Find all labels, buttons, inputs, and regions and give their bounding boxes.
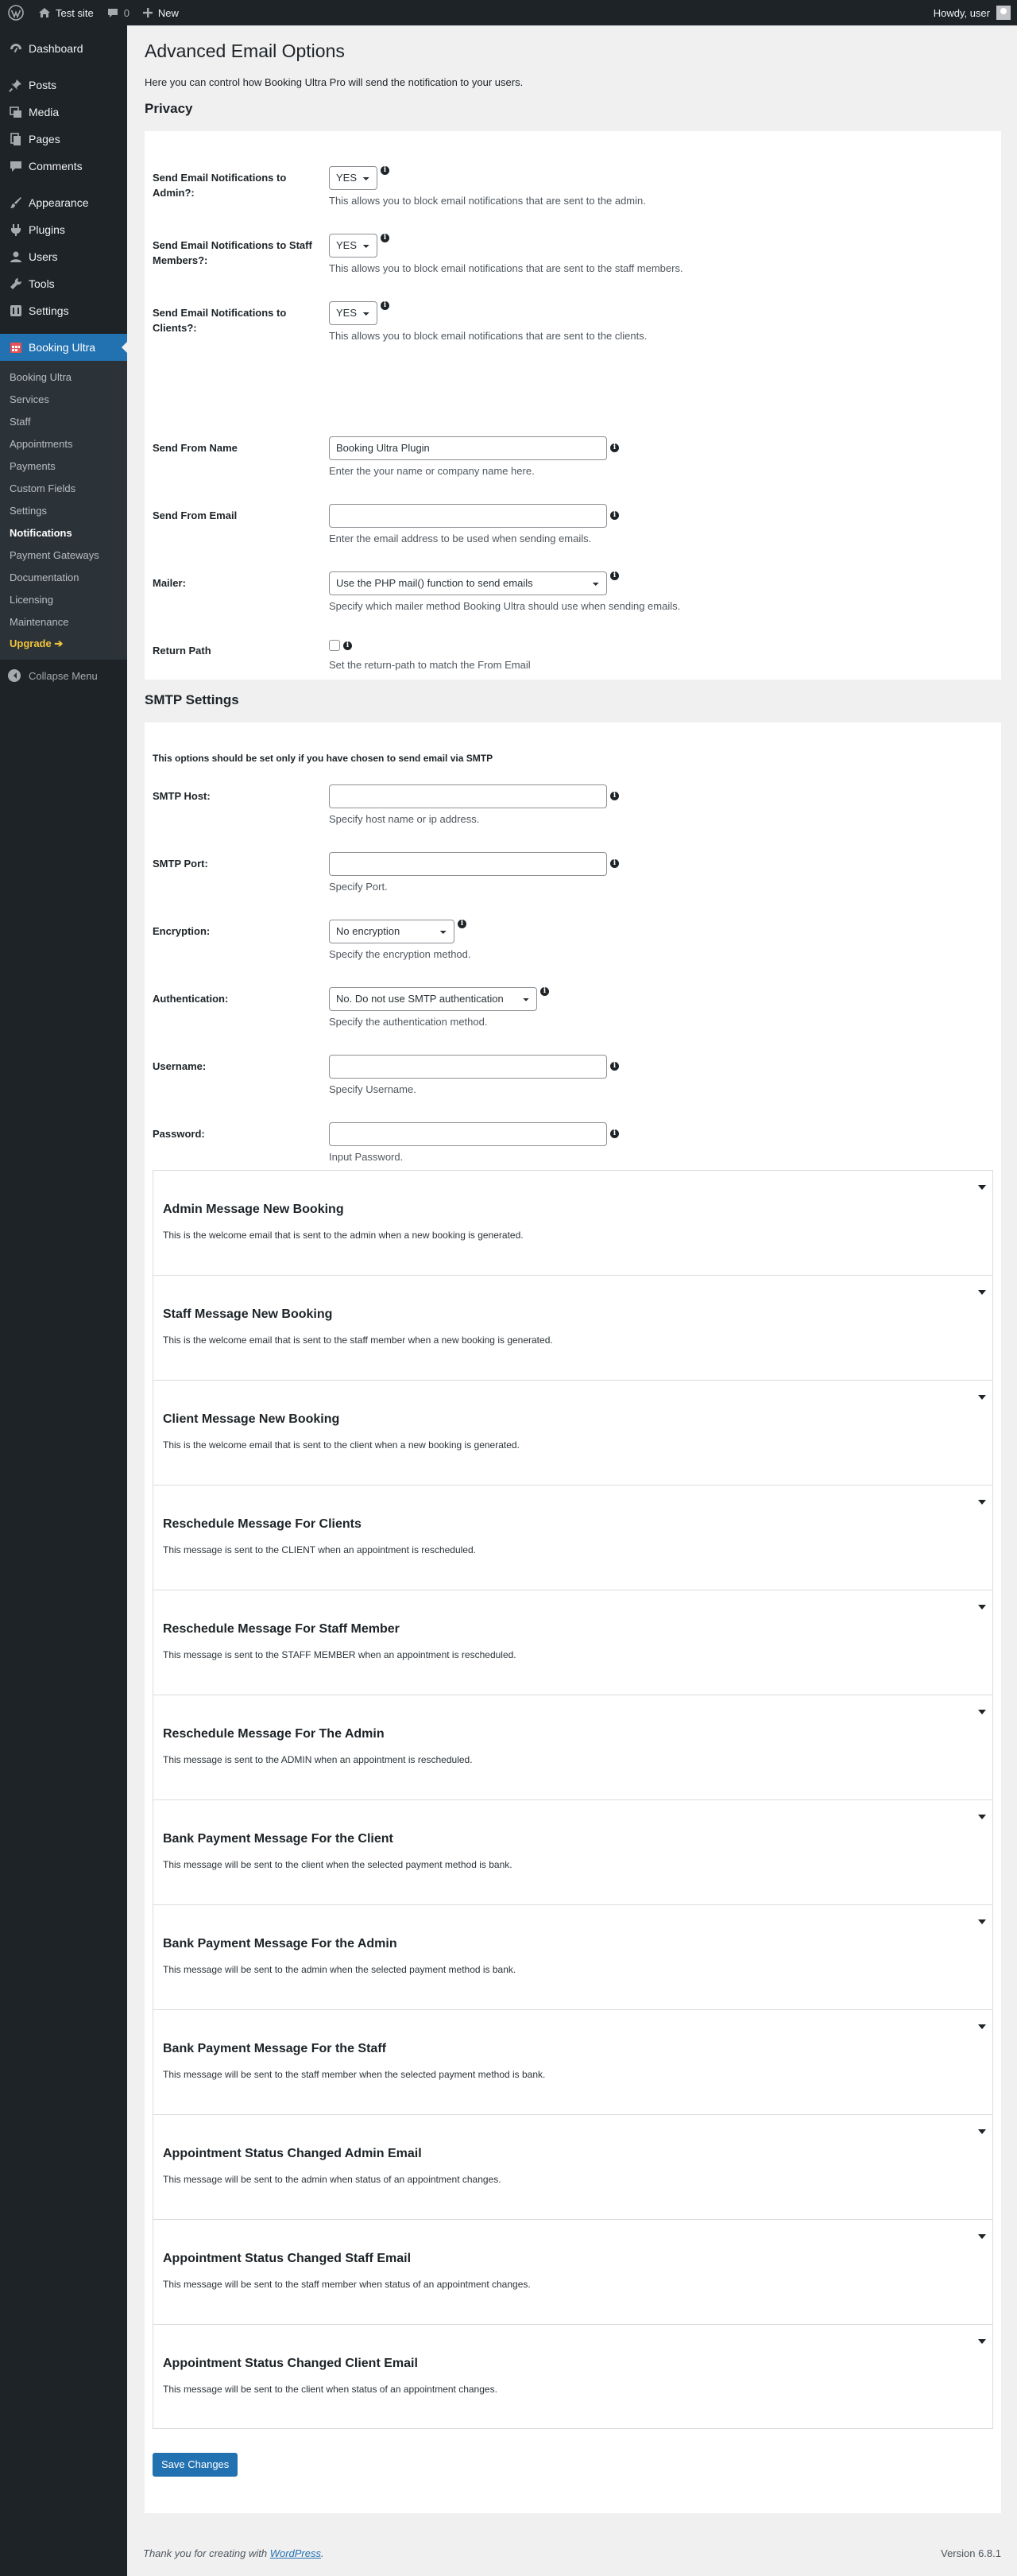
username-label: Username: (153, 1059, 207, 1072)
submenu-custom-fields[interactable]: Custom Fields (10, 482, 76, 494)
submenu-booking-ultra[interactable]: Booking Ultra (10, 370, 72, 383)
client-notifications-desc: This allows you to block email notifications that are sent to the clients. (329, 329, 648, 342)
submenu-services[interactable]: Services (10, 393, 49, 405)
template-panel[interactable] (153, 2324, 993, 2429)
menu-tools[interactable] (0, 270, 127, 297)
plug-icon (8, 222, 24, 238)
password-desc: Input Password. (329, 1150, 404, 1163)
encryption-desc: Specify the encryption method. (329, 947, 471, 960)
menu-booking-ultra-label: Booking Ultra (29, 341, 96, 354)
smtp-host-label: SMTP Host: (153, 789, 211, 802)
client-notifications-select[interactable] (329, 301, 377, 325)
template-title: Reschedule Message For The Admin (163, 1726, 385, 1741)
template-title: Appointment Status Changed Admin Email (163, 2146, 422, 2160)
mailer-desc: Specify which mailer method Booking Ultra should use when sending emails. (329, 599, 681, 612)
template-panel[interactable] (153, 1695, 993, 1799)
wordpress-link[interactable]: WordPress (269, 2547, 321, 2559)
privacy-panel (145, 131, 1001, 680)
info-icon[interactable]: i (381, 234, 389, 242)
smtp-port-input[interactable] (329, 852, 607, 876)
submenu-notifications[interactable]: Notifications (10, 526, 72, 539)
menu-plugins[interactable] (0, 216, 127, 243)
username-input[interactable] (329, 1055, 607, 1079)
authentication-label: Authentication: (153, 992, 229, 1005)
settings-icon (8, 303, 24, 319)
smtp-note: This options should be set only if you have chosen to send email via SMTP (153, 752, 493, 764)
submenu-payment-gateways[interactable]: Payment Gateways (10, 548, 99, 561)
collapse-menu-button[interactable] (0, 660, 127, 691)
submenu-documentation[interactable]: Documentation (10, 571, 79, 583)
template-title: Bank Payment Message For the Client (163, 1831, 393, 1846)
smtp-port-row (153, 852, 993, 920)
staff-notifications-desc: This allows you to block email notifications that are sent to the staff members. (329, 261, 683, 274)
template-panel[interactable] (153, 1380, 993, 1485)
template-panel[interactable] (153, 1275, 993, 1380)
template-desc: This message will be sent to the staff member when the selected payment method is bank. (163, 2068, 546, 2080)
plus-icon (142, 7, 153, 18)
from-email-row (153, 504, 993, 571)
template-panel[interactable] (153, 2219, 993, 2324)
template-panel[interactable] (153, 1590, 993, 1695)
menu-appearance[interactable] (0, 189, 127, 216)
media-icon (8, 104, 24, 120)
template-panel[interactable] (153, 1799, 993, 1904)
pages-icon (8, 131, 24, 147)
password-input[interactable] (329, 1122, 607, 1146)
admin-bar (0, 0, 1017, 25)
home-icon (38, 6, 51, 19)
template-panel[interactable] (153, 1170, 993, 1275)
smtp-host-row (153, 784, 993, 852)
template-desc: This message is sent to the CLIENT when an appointment is rescheduled. (163, 1544, 476, 1555)
from-name-desc: Enter the your name or company name here. (329, 464, 535, 477)
template-panel[interactable] (153, 2114, 993, 2219)
template-title: Staff Message New Booking (163, 1307, 333, 1321)
comments-count: 0 (123, 6, 130, 19)
template-title: Appointment Status Changed Staff Email (163, 2251, 412, 2265)
submenu-staff[interactable]: Staff (10, 415, 31, 428)
client-notifications-row (153, 301, 993, 436)
encryption-select[interactable] (329, 920, 454, 943)
calendar-icon (8, 339, 24, 355)
privacy-heading: Privacy (145, 100, 193, 116)
template-title: Bank Payment Message For the Staff (163, 2041, 386, 2055)
smtp-host-desc: Specify host name or ip address. (329, 812, 480, 825)
admin-notifications-select[interactable] (329, 166, 377, 190)
from-email-label: Send From Email (153, 509, 238, 521)
template-desc: This is the welcome email that is sent to the admin when a new booking is generated. (163, 1229, 524, 1241)
template-desc: This message will be sent to the staff member when status of an appointment changes. (163, 2278, 531, 2290)
submenu-payments[interactable]: Payments (10, 459, 56, 472)
new-content-link[interactable] (136, 0, 185, 25)
menu-settings[interactable] (0, 297, 127, 324)
howdy-text: Howdy, user (933, 6, 990, 19)
template-title: Appointment Status Changed Client Email (163, 2356, 418, 2370)
from-name-label: Send From Name (153, 441, 238, 454)
username-row (153, 1055, 993, 1122)
info-icon[interactable]: i (458, 920, 466, 928)
password-label: Password: (153, 1127, 205, 1140)
footer-thanks-suffix: . (321, 2547, 324, 2559)
mailer-select[interactable] (329, 571, 607, 595)
mailer-label: Mailer: (153, 576, 186, 589)
from-email-input[interactable] (329, 504, 607, 528)
chevron-down-icon[interactable] (978, 2234, 986, 2239)
info-icon[interactable]: i (610, 571, 619, 580)
from-name-row (153, 436, 993, 504)
template-desc: This message is sent to the STAFF MEMBER when an appointment is rescheduled. (163, 1648, 516, 1660)
template-title: Reschedule Message For Staff Member (163, 1621, 400, 1636)
password-row (153, 1122, 993, 1170)
wordpress-logo-icon[interactable] (0, 0, 32, 25)
admin-sidebar (0, 25, 127, 2576)
footer-version: Version 6.8.1 (941, 2547, 1001, 2559)
page-intro: Here you can control how Booking Ultra Pro will send the notification to your users. (145, 76, 524, 88)
template-desc: This message will be sent to the client when the selected payment method is bank. (163, 1858, 512, 1870)
email-templates-list (153, 1170, 993, 2429)
staff-notifications-select[interactable] (329, 234, 377, 258)
avatar (996, 6, 1011, 20)
collapse-menu-label: Collapse Menu (29, 669, 98, 682)
submenu-licensing[interactable]: Licensing (10, 593, 53, 606)
client-notifications-label: Send Email Notifications to Clients?: (153, 306, 287, 334)
return-path-row (153, 639, 993, 707)
menu-comments[interactable] (0, 153, 127, 180)
menu-plugins-label: Plugins (29, 223, 65, 236)
info-icon[interactable]: i (381, 301, 389, 310)
smtp-host-input[interactable] (329, 784, 607, 808)
main-content (145, 25, 1001, 2513)
my-account[interactable] (934, 6, 1017, 20)
encryption-label: Encryption: (153, 924, 211, 937)
site-name: Test site (56, 6, 94, 19)
template-title: Admin Message New Booking (163, 1202, 344, 1216)
menu-dashboard[interactable] (0, 35, 127, 62)
chevron-down-icon[interactable] (978, 2024, 986, 2029)
submenu-settings[interactable]: Settings (10, 504, 47, 517)
info-icon[interactable]: i (610, 511, 619, 520)
save-changes-button[interactable]: Save Changes (153, 2453, 238, 2477)
menu-posts[interactable] (0, 72, 127, 99)
menu-pages[interactable] (0, 126, 127, 153)
pin-icon (8, 77, 24, 93)
booking-ultra-submenu (0, 361, 127, 660)
menu-tools-label: Tools (29, 277, 55, 290)
template-panel[interactable] (153, 2009, 993, 2114)
submenu-upgrade[interactable]: Upgrade ➔ (10, 637, 64, 649)
new-label: New (157, 6, 179, 19)
menu-settings-label: Settings (29, 304, 69, 317)
chevron-down-icon[interactable] (978, 1919, 986, 1924)
encryption-row (153, 920, 993, 987)
admin-footer (143, 2547, 1001, 2559)
smtp-port-desc: Specify Port. (329, 880, 388, 893)
site-name-link[interactable] (32, 0, 100, 25)
chevron-down-icon[interactable] (978, 1185, 986, 1190)
info-icon[interactable]: i (610, 1062, 619, 1071)
brush-icon (8, 195, 24, 211)
menu-booking-ultra[interactable] (0, 334, 127, 361)
menu-dashboard-label: Dashboard (29, 42, 83, 55)
collapse-arrow-icon (8, 669, 21, 682)
chevron-down-icon[interactable] (978, 1710, 986, 1714)
submenu-maintenance[interactable]: Maintenance (10, 615, 69, 628)
menu-media[interactable] (0, 99, 127, 126)
smtp-port-label: SMTP Port: (153, 857, 208, 870)
template-panel[interactable] (153, 1904, 993, 2009)
menu-appearance-label: Appearance (29, 196, 89, 209)
return-path-desc: Set the return-path to match the From Email (329, 659, 531, 672)
footer-thanks (143, 2547, 324, 2559)
smtp-heading: SMTP Settings (145, 691, 239, 707)
chevron-down-icon[interactable] (978, 1290, 986, 1295)
template-desc: This is the welcome email that is sent to the staff member when a new booking is generated. (163, 1334, 553, 1346)
authentication-row (153, 987, 993, 1055)
chevron-down-icon[interactable] (978, 2129, 986, 2134)
from-email-desc: Enter the email address to be used when sending emails. (329, 532, 592, 544)
mailer-row (153, 571, 993, 639)
template-desc: This message will be sent to the admin when status of an appointment changes. (163, 2173, 501, 2185)
chevron-down-icon[interactable] (978, 1815, 986, 1819)
submenu-appointments[interactable]: Appointments (10, 437, 73, 450)
info-icon[interactable]: i (540, 987, 549, 996)
comment-bubble-icon (106, 6, 119, 19)
user-icon (8, 249, 24, 265)
footer-thanks-prefix: Thank you for creating with (143, 2547, 270, 2559)
template-panel[interactable] (153, 1485, 993, 1590)
return-path-checkbox[interactable] (329, 640, 340, 651)
comment-icon (8, 158, 24, 174)
template-desc: This message will be sent to the client when status of an appointment changes. (163, 2383, 497, 2395)
dashboard-icon (8, 41, 24, 56)
template-title: Bank Payment Message For the Admin (163, 1936, 397, 1950)
admin-notifications-row (153, 166, 993, 234)
info-icon[interactable]: i (610, 859, 619, 868)
template-desc: This message will be sent to the admin when the selected payment method is bank. (163, 1963, 516, 1975)
menu-media-label: Media (29, 106, 60, 118)
authentication-desc: Specify the authentication method. (329, 1015, 488, 1028)
chevron-down-icon[interactable] (978, 1605, 986, 1610)
template-desc: This is the welcome email that is sent to the client when a new booking is generated. (163, 1439, 520, 1451)
chevron-down-icon[interactable] (978, 1500, 986, 1505)
info-icon[interactable]: i (610, 1129, 619, 1138)
info-icon[interactable]: i (343, 641, 352, 650)
staff-notifications-label: Send Email Notifications to Staff Members?: (153, 238, 312, 266)
admin-notifications-label: Send Email Notifications to Admin?: (153, 171, 287, 199)
username-desc: Specify Username. (329, 1083, 416, 1095)
info-icon[interactable]: i (610, 444, 619, 452)
menu-users[interactable] (0, 243, 127, 270)
wrench-icon (8, 276, 24, 292)
admin-notifications-desc: This allows you to block email notifications that are sent to the admin. (329, 194, 646, 207)
menu-comments-label: Comments (29, 160, 83, 172)
info-icon[interactable]: i (610, 792, 619, 800)
template-desc: This message is sent to the ADMIN when an appointment is rescheduled. (163, 1753, 473, 1765)
return-path-label: Return Path (153, 644, 211, 657)
staff-notifications-row (153, 234, 993, 301)
chevron-down-icon[interactable] (978, 2339, 986, 2344)
menu-posts-label: Posts (29, 79, 57, 91)
smtp-panel (145, 722, 1001, 2513)
authentication-select[interactable] (329, 987, 537, 1011)
page-title: Advanced Email Options (145, 41, 345, 61)
info-icon[interactable]: i (381, 166, 389, 175)
template-title: Reschedule Message For Clients (163, 1517, 362, 1531)
menu-pages-label: Pages (29, 133, 60, 145)
menu-users-label: Users (29, 250, 58, 263)
comments-link[interactable] (100, 0, 136, 25)
chevron-down-icon[interactable] (978, 1395, 986, 1400)
from-name-input[interactable] (329, 436, 607, 460)
template-title: Client Message New Booking (163, 1412, 340, 1426)
